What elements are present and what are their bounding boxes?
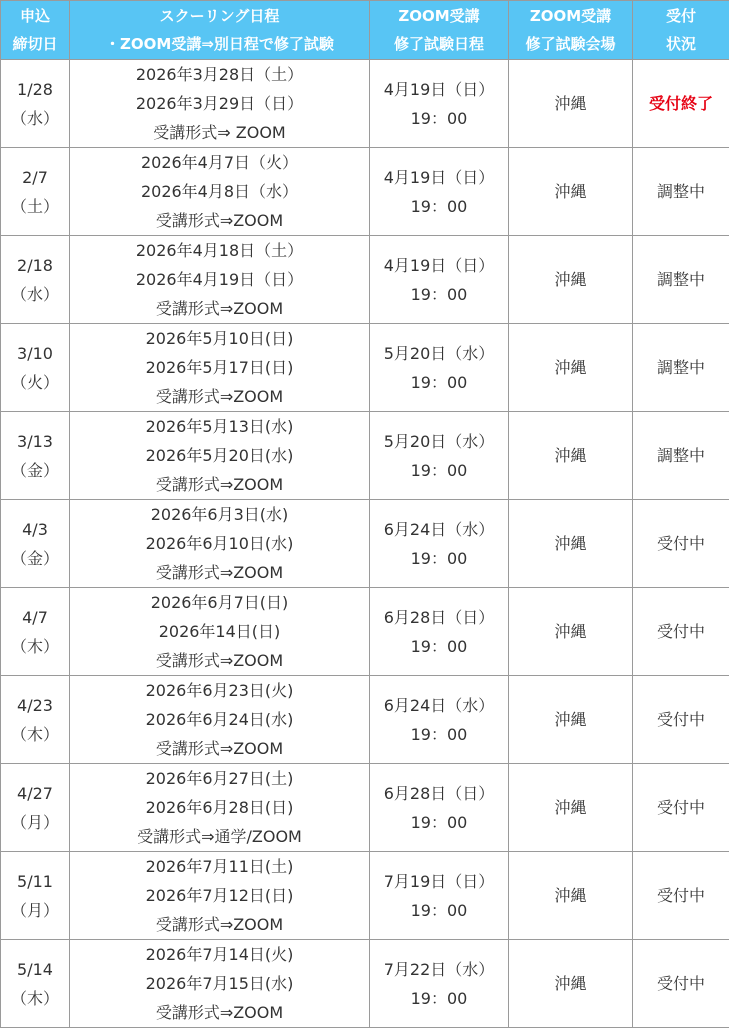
status-cell: [633, 676, 729, 764]
schooling-day1: 2026年4月7日（火）: [140, 153, 299, 172]
exam-time: 19：00: [410, 812, 468, 832]
attendance-format: 受講形式⇒ZOOM: [155, 387, 284, 406]
deadline-day: （水）: [10, 108, 59, 128]
status-badge: 調整中: [656, 358, 705, 377]
venue: 沖縄: [554, 270, 587, 289]
exam-time: 19：00: [410, 284, 468, 304]
venue-cell: [509, 60, 633, 148]
status-cell: [633, 60, 729, 148]
table-row: [1, 676, 729, 764]
table-row: [1, 940, 729, 1028]
exam-time: 19：00: [410, 108, 468, 128]
exam-date: 7月22日（水）: [383, 959, 495, 979]
schooling-day2: 2026年4月8日（水）: [140, 182, 299, 201]
attendance-format: 受講形式⇒ZOOM: [155, 739, 284, 758]
header-deadline-line1: 申込: [19, 7, 50, 25]
deadline-date: 3/10: [17, 343, 53, 363]
venue: 沖縄: [554, 622, 587, 641]
schooling-day2: 2026年7月15日(水): [145, 974, 294, 993]
attendance-format: 受講形式⇒ZOOM: [155, 563, 284, 582]
exam-cell: [370, 60, 509, 148]
schooling-day2: 2026年14日(日): [158, 622, 281, 641]
attendance-format: 受講形式⇒ZOOM: [155, 299, 284, 318]
status-badge: 受付終了: [648, 94, 713, 113]
deadline-cell: [1, 60, 70, 148]
table-row: [1, 588, 729, 676]
exam-cell: [370, 412, 509, 500]
venue-cell: [509, 148, 633, 236]
attendance-format: 受講形式⇒ZOOM: [155, 475, 284, 494]
exam-cell: [370, 852, 509, 940]
deadline-cell: [1, 412, 70, 500]
deadline-date: 4/7: [22, 607, 48, 627]
exam-date: 7月19日（日）: [383, 871, 495, 891]
attendance-format: 受講形式⇒ZOOM: [155, 211, 284, 230]
header-status-line1: 受付: [665, 7, 696, 25]
attendance-format: 受講形式⇒通学/ZOOM: [137, 827, 302, 846]
venue-cell: [509, 236, 633, 324]
exam-date: 6月28日（日）: [383, 783, 495, 803]
deadline-cell: [1, 940, 70, 1028]
deadline-cell: [1, 500, 70, 588]
deadline-day: （月）: [10, 900, 59, 920]
venue-cell: [509, 500, 633, 588]
exam-time: 19：00: [410, 988, 468, 1008]
schooling-cell: [70, 676, 370, 764]
schooling-cell: [70, 236, 370, 324]
schooling-cell: [70, 60, 370, 148]
exam-date: 6月24日（水）: [383, 695, 495, 715]
deadline-day: （土）: [10, 196, 59, 216]
exam-date: 6月24日（水）: [383, 519, 495, 539]
header-deadline-line2: 締切日: [12, 35, 58, 53]
exam-cell: [370, 500, 509, 588]
attendance-format: 受講形式⇒ ZOOM: [153, 123, 286, 142]
exam-cell: [370, 236, 509, 324]
schooling-cell: [70, 412, 370, 500]
venue: 沖縄: [554, 710, 587, 729]
venue: 沖縄: [554, 94, 587, 113]
header-status: [633, 1, 729, 60]
deadline-cell: [1, 148, 70, 236]
schooling-cell: [70, 940, 370, 1028]
deadline-cell: [1, 852, 70, 940]
exam-date: 4月19日（日）: [383, 255, 495, 275]
table-row: [1, 236, 729, 324]
deadline-date: 2/18: [17, 255, 53, 275]
venue-cell: [509, 676, 633, 764]
schooling-cell: [70, 764, 370, 852]
schooling-day2: 2026年6月28日(日): [145, 798, 294, 817]
schooling-day1: 2026年6月23日(火): [145, 681, 294, 700]
venue-cell: [509, 324, 633, 412]
schooling-day1: 2026年3月28日（土）: [135, 65, 304, 84]
status-badge: 調整中: [656, 270, 705, 289]
attendance-format: 受講形式⇒ZOOM: [155, 915, 284, 934]
table-header: [1, 1, 729, 60]
table-row: [1, 852, 729, 940]
exam-cell: [370, 148, 509, 236]
header-venue: [509, 1, 633, 60]
schooling-day1: 2026年6月7日(日): [150, 593, 289, 612]
deadline-cell: [1, 236, 70, 324]
status-badge: 受付中: [656, 534, 705, 553]
header-deadline: [1, 1, 70, 60]
deadline-date: 4/3: [22, 519, 48, 539]
deadline-day: （木）: [10, 636, 59, 656]
schooling-day2: 2026年3月29日（日）: [135, 94, 304, 113]
status-cell: [633, 764, 729, 852]
status-cell: [633, 412, 729, 500]
status-badge: 受付中: [656, 886, 705, 905]
table-body: [1, 60, 729, 1028]
table-row: [1, 60, 729, 148]
venue: 沖縄: [554, 534, 587, 553]
exam-date: 5月20日（水）: [383, 343, 495, 363]
status-badge: 調整中: [656, 446, 705, 465]
deadline-day: （火）: [10, 372, 59, 392]
status-cell: [633, 236, 729, 324]
exam-time: 19：00: [410, 900, 468, 920]
exam-cell: [370, 324, 509, 412]
schooling-day2: 2026年7月12日(日): [145, 886, 294, 905]
exam-time: 19：00: [410, 460, 468, 480]
deadline-date: 5/11: [17, 871, 53, 891]
header-venue-line1: ZOOM受講: [529, 7, 612, 25]
deadline-day: （月）: [10, 812, 59, 832]
status-badge: 受付中: [656, 710, 705, 729]
venue: 沖縄: [554, 886, 587, 905]
venue-cell: [509, 940, 633, 1028]
deadline-day: （木）: [10, 724, 59, 744]
deadline-cell: [1, 676, 70, 764]
header-row: [1, 1, 729, 60]
schooling-day1: 2026年7月11日(土): [145, 857, 294, 876]
deadline-date: 4/27: [17, 783, 53, 803]
schooling-day2: 2026年6月10日(水): [145, 534, 294, 553]
deadline-day: （金）: [10, 548, 59, 568]
venue-cell: [509, 852, 633, 940]
attendance-format: 受講形式⇒ZOOM: [155, 1003, 284, 1022]
status-cell: [633, 324, 729, 412]
deadline-cell: [1, 588, 70, 676]
venue-cell: [509, 764, 633, 852]
exam-time: 19：00: [410, 548, 468, 568]
exam-date: 4月19日（日）: [383, 79, 495, 99]
header-exam-date: [370, 1, 509, 60]
deadline-date: 4/23: [17, 695, 53, 715]
header-venue-line2: 修了試験会場: [525, 35, 616, 53]
header-schooling-line1: スクーリング日程: [159, 7, 280, 25]
schooling-day1: 2026年7月14日(火): [145, 945, 294, 964]
exam-time: 19：00: [410, 372, 468, 392]
schooling-day1: 2026年5月10日(日): [145, 329, 294, 348]
exam-cell: [370, 588, 509, 676]
status-cell: [633, 940, 729, 1028]
status-badge: 受付中: [656, 974, 705, 993]
exam-cell: [370, 764, 509, 852]
attendance-format: 受講形式⇒ZOOM: [155, 651, 284, 670]
schooling-day1: 2026年4月18日（土）: [135, 241, 304, 260]
schooling-cell: [70, 148, 370, 236]
exam-cell: [370, 940, 509, 1028]
schooling-cell: [70, 324, 370, 412]
venue-cell: [509, 588, 633, 676]
exam-cell: [370, 676, 509, 764]
schooling-day2: 2026年5月17日(日): [145, 358, 294, 377]
table-row: [1, 148, 729, 236]
deadline-date: 2/7: [22, 167, 48, 187]
deadline-date: 5/14: [17, 959, 53, 979]
deadline-day: （金）: [10, 460, 59, 480]
status-cell: [633, 588, 729, 676]
schooling-day2: 2026年4月19日（日）: [135, 270, 304, 289]
header-schooling: [70, 1, 370, 60]
exam-time: 19：00: [410, 636, 468, 656]
status-cell: [633, 852, 729, 940]
header-status-line2: 状況: [665, 35, 696, 53]
deadline-day: （木）: [10, 988, 59, 1008]
venue: 沖縄: [554, 798, 587, 817]
table-row: [1, 500, 729, 588]
table-row: [1, 324, 729, 412]
exam-date: 5月20日（水）: [383, 431, 495, 451]
exam-time: 19：00: [410, 196, 468, 216]
exam-date: 6月28日（日）: [383, 607, 495, 627]
deadline-date: 3/13: [17, 431, 53, 451]
table-row: [1, 764, 729, 852]
exam-time: 19：00: [410, 724, 468, 744]
status-badge: 受付中: [656, 798, 705, 817]
schooling-cell: [70, 500, 370, 588]
deadline-day: （水）: [10, 284, 59, 304]
schooling-day1: 2026年6月27日(土): [145, 769, 294, 788]
status-badge: 受付中: [656, 622, 705, 641]
status-cell: [633, 500, 729, 588]
venue: 沖縄: [554, 182, 587, 201]
header-exam-date-line1: ZOOM受講: [398, 7, 480, 25]
status-cell: [633, 148, 729, 236]
schooling-day1: 2026年6月3日(水): [150, 505, 289, 524]
deadline-date: 1/28: [17, 79, 53, 99]
schooling-cell: [70, 852, 370, 940]
deadline-cell: [1, 324, 70, 412]
venue: 沖縄: [554, 358, 587, 377]
schooling-day2: 2026年5月20日(水): [145, 446, 294, 465]
schooling-cell: [70, 588, 370, 676]
table-row: [1, 412, 729, 500]
status-badge: 調整中: [656, 182, 705, 201]
header-exam-date-line2: 修了試験日程: [393, 35, 484, 53]
venue-cell: [509, 412, 633, 500]
exam-date: 4月19日（日）: [383, 167, 495, 187]
deadline-cell: [1, 764, 70, 852]
venue: 沖縄: [554, 974, 587, 993]
header-schooling-line2: ・ZOOM受講⇒別日程で修了試験: [105, 35, 334, 53]
schooling-day2: 2026年6月24日(水): [145, 710, 294, 729]
schooling-day1: 2026年5月13日(水): [145, 417, 294, 436]
venue: 沖縄: [554, 446, 587, 465]
